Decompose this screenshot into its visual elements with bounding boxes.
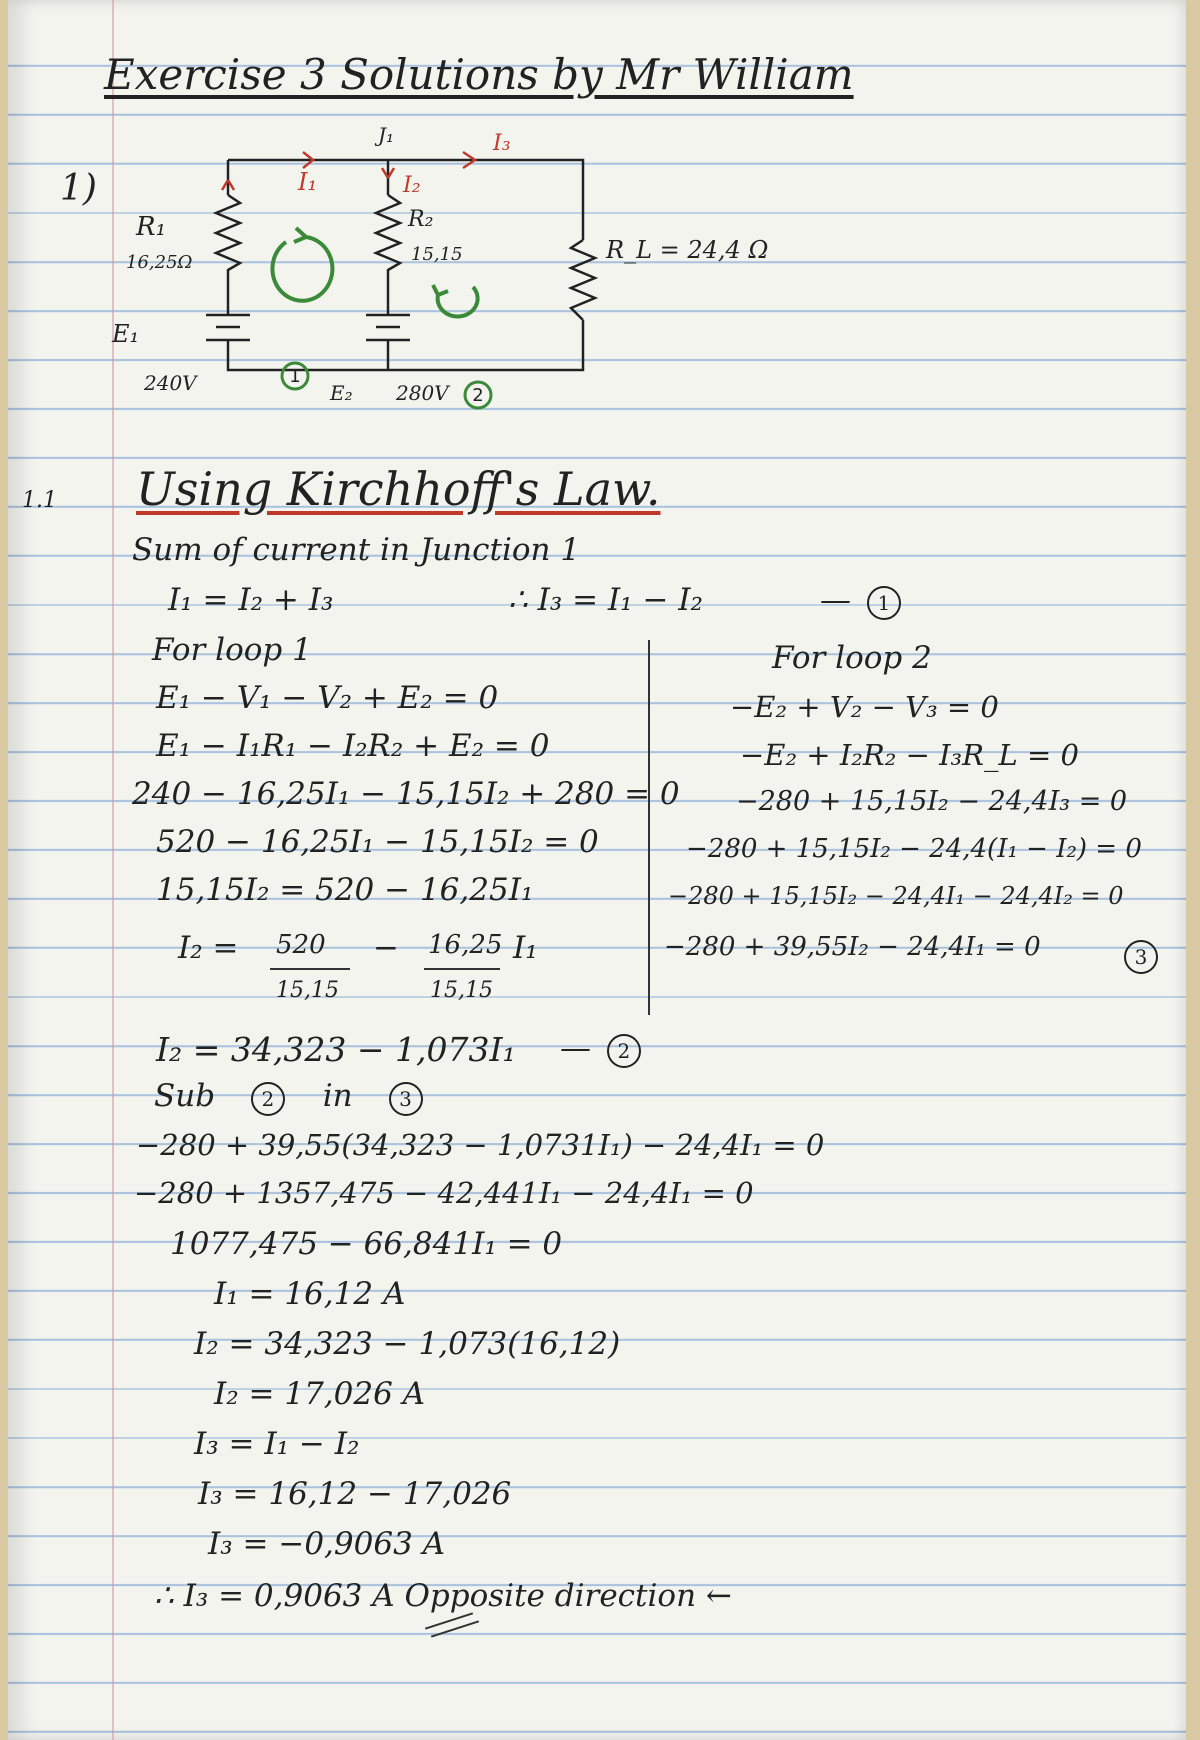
wire-bottom [228, 340, 448, 370]
wire-right-bottom [448, 320, 583, 370]
fraction-bar [424, 968, 500, 970]
section-number: 1.1 [22, 488, 57, 513]
solution-line: I₃ = 16,12 − 17,026 [198, 1476, 512, 1512]
solution-line: −280 + 1357,475 − 42,441I₁ − 24,4I₁ = 0 [134, 1176, 754, 1210]
loop2-line: −E₂ + V₂ − V₃ = 0 [730, 690, 999, 724]
r1-value: 16,25Ω [126, 252, 193, 273]
loop1-arrow [272, 237, 332, 301]
e2-value: 280V [396, 381, 449, 405]
loop1-line: 520 − 16,25I₁ − 15,15I₂ = 0 [156, 824, 599, 860]
loop2-tag-text: 2 [472, 385, 484, 406]
solution-line: I₃ = −0,9063 A [208, 1526, 446, 1562]
i2-label: I₂ [403, 173, 421, 198]
resistor-r1 [216, 195, 240, 285]
page-title: Exercise 3 Solutions by Mr William [104, 50, 854, 99]
sub-in: in [322, 1078, 353, 1114]
eq2-tag-row: — 2 [560, 1030, 641, 1068]
sub-row [154, 1078, 423, 1116]
loop2-title: For loop 2 [772, 640, 932, 676]
r1-label: R₁ [136, 212, 166, 242]
circuit-diagram [108, 120, 808, 430]
i2-var: I₁ [513, 930, 538, 966]
junction-label: J₁ [378, 123, 395, 147]
answer-underline [425, 1612, 473, 1629]
notebook-page [8, 0, 1186, 1740]
sub-b: 3 [389, 1082, 423, 1116]
r2-value: 15,15 [411, 244, 463, 265]
loop2-line: −280 + 15,15I₂ − 24,4(I₁ − I₂) = 0 [686, 834, 1142, 864]
junction-text: Sum of current in Junction 1 [132, 532, 581, 568]
i1-label: I₁ [298, 168, 318, 196]
i2-num2: 16,25 [428, 930, 503, 960]
loop1-tag-text: 1 [289, 366, 301, 387]
loop2-tag: 3 [1124, 940, 1158, 974]
loop2-arrowhead [433, 285, 448, 295]
question-number: 1) [60, 168, 97, 209]
solution-line: −280 + 39,55(34,323 − 1,0731I₁) − 24,4I₁ = 0 [136, 1128, 825, 1162]
final-answer: ∴ I₃ = 0,9063 A Opposite direction ← [154, 1578, 732, 1614]
solution-line: I₁ = 16,12 A [214, 1276, 406, 1312]
solution-line: I₂ = 17,026 A [214, 1376, 426, 1412]
loop1-line: E₁ − I₁R₁ − I₂R₂ + E₂ = 0 [156, 728, 550, 764]
eq2: I₂ = 34,323 − 1,073I₁ [156, 1030, 516, 1069]
r2-label: R₂ [408, 207, 434, 232]
i2-den1: 15,15 [276, 978, 339, 1003]
e2-label: E₂ [330, 381, 353, 405]
loop1-line: 240 − 16,25I₁ − 15,15I₂ + 280 = 0 [132, 776, 680, 812]
eq-i3-tag-row: — 1 [820, 582, 901, 620]
loop1-line: E₁ − V₁ − V₂ + E₂ = 0 [156, 680, 499, 716]
fraction-bar [270, 968, 350, 970]
e1-value: 240V [144, 371, 197, 395]
wire-top [228, 160, 583, 240]
resistor-r2 [376, 195, 400, 285]
loop2-line: −280 + 15,15I₂ − 24,4I₃ = 0 [736, 786, 1128, 817]
i3-label: I₃ [493, 131, 511, 156]
e1-label: E₁ [112, 320, 140, 348]
solution-line: I₂ = 34,323 − 1,073(16,12) [194, 1326, 621, 1362]
solution-line: I₃ = I₁ − I₂ [194, 1426, 360, 1462]
eq2-tag: 2 [607, 1034, 641, 1068]
eq-i3-tag: 1 [867, 586, 901, 620]
i2-num1: 520 [276, 930, 326, 960]
sub-a: 2 [251, 1082, 285, 1116]
loop2-line: −280 + 15,15I₂ − 24,4I₁ − 24,4I₂ = 0 [668, 882, 1124, 910]
column-divider [648, 640, 650, 1015]
loop1-arrowhead [294, 228, 306, 242]
eq-junction: I₁ = I₂ + I₃ [168, 582, 334, 618]
i2-prefix: I₂ = [178, 930, 239, 966]
i2-den2: 15,15 [430, 978, 493, 1003]
eq-i3: ∴ I₃ = I₁ − I₂ [508, 582, 703, 618]
resistor-rl [571, 240, 595, 320]
loop1-title: For loop 1 [152, 632, 312, 668]
loop1-line: 15,15I₂ = 520 − 16,25I₁ [156, 872, 534, 908]
section-heading: Using Kirchhoff's Law. [136, 462, 661, 516]
solution-line: 1077,475 − 66,841I₁ = 0 [170, 1226, 563, 1262]
rl-label: R_L = 24,4 Ω [606, 236, 769, 264]
i2-minus: − [373, 930, 399, 966]
loop2-line: −280 + 39,55I₂ − 24,4I₁ = 0 [664, 932, 1041, 962]
loop2-line: −E₂ + I₂R₂ − I₃R_L = 0 [740, 738, 1079, 772]
sub-text: Sub [154, 1078, 216, 1114]
